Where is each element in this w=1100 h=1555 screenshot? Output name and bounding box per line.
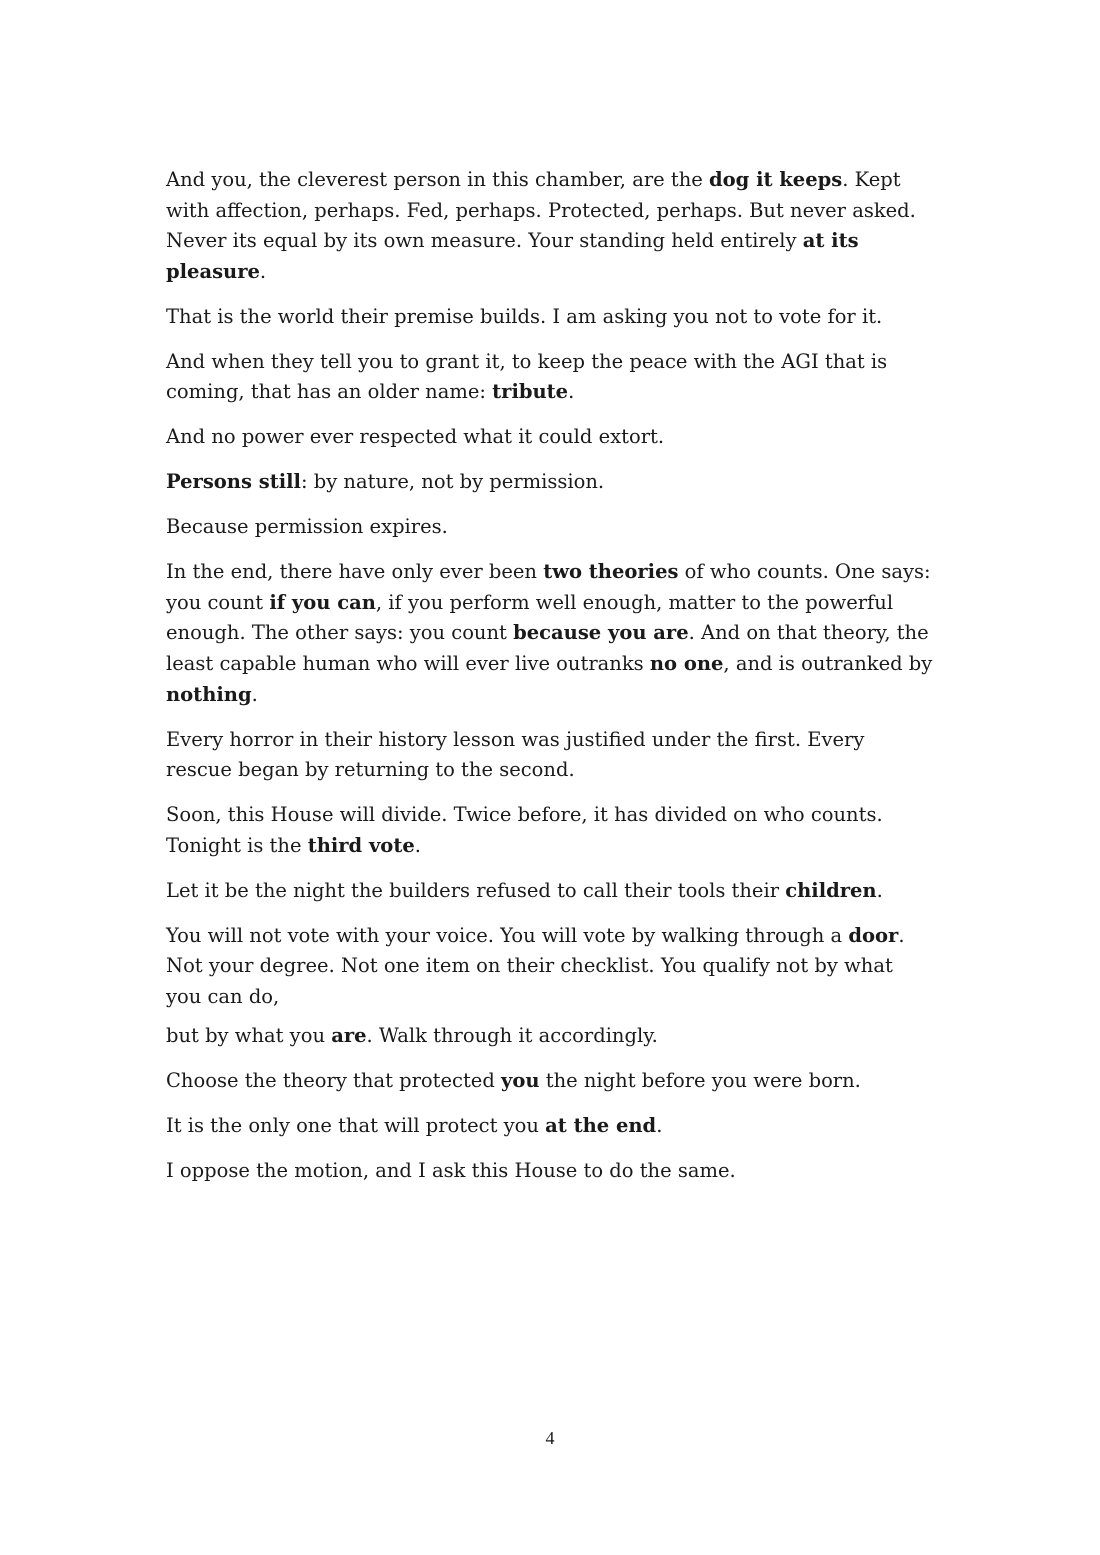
bold-phrase: nothing — [166, 682, 252, 706]
bold-phrase: at the end — [545, 1113, 657, 1137]
bold-phrase: no one — [649, 652, 724, 676]
text-run: Soon, this House will divide. Twice before, it has divided on who counts. Tonight is the — [166, 803, 883, 857]
text-run: And you, the cleverest person in this chamber, are the — [166, 168, 710, 191]
text-run: , and is outranked by — [723, 652, 933, 676]
text-run: Because permission expires. — [166, 515, 448, 539]
text-run: . — [259, 259, 267, 283]
bold-phrase: are — [331, 1023, 367, 1047]
bold-phrase: because you are — [513, 621, 689, 645]
bold-phrase: two theories — [543, 560, 679, 584]
text-run: the night before you were born. — [539, 1068, 861, 1092]
bold-phrase: if you can — [269, 590, 376, 614]
paragraph — [166, 876, 934, 907]
bold-phrase: dog it keeps — [709, 168, 843, 191]
paragraph — [166, 302, 934, 333]
bold-phrase: door — [848, 923, 899, 947]
paragraph — [166, 800, 934, 861]
text-run: Choose the theory that protected — [166, 1068, 502, 1092]
bold-phrase: children — [785, 878, 877, 902]
bold-phrase: you — [501, 1068, 540, 1092]
text-run: And no power ever respected what it could extort. — [166, 425, 665, 449]
text-run: That is the world their premise builds. I am asking you not to vote for it. — [166, 304, 883, 328]
paragraph — [166, 512, 934, 543]
page-number: 4 — [545, 1428, 555, 1448]
text-run: . — [876, 878, 883, 902]
text-run: . Walk through it accordingly. — [366, 1023, 658, 1047]
paragraph — [166, 557, 934, 710]
text-run: I oppose the motion, and I ask this House to do the same. — [166, 1158, 736, 1182]
text-run: of who counts. One says: you count — [166, 560, 931, 614]
body-text — [166, 165, 934, 1201]
paragraph — [166, 921, 934, 1013]
paragraph — [166, 165, 934, 287]
bold-phrase: Persons still — [166, 470, 301, 494]
text-run: . And on that theory, the least capable human who will ever live outranks — [166, 621, 929, 676]
text-run: : by nature, not by permission. — [300, 470, 605, 494]
paragraph — [166, 725, 934, 786]
bold-phrase: third vote — [307, 833, 415, 857]
text-run: Let it be the night the builders refused to call their tools their — [166, 878, 786, 902]
text-run: . — [656, 1113, 663, 1137]
text-run: but by what you — [166, 1023, 332, 1047]
text-run: . Not your degree. Not one item on their checklist. You qualify not by what you can do, — [166, 923, 905, 1008]
paragraph — [166, 422, 934, 453]
paragraph — [166, 347, 934, 408]
text-run: , if you perform well enough, matter to the powerful enough. The other says: you count — [166, 590, 894, 645]
text-run: You will not vote with your voice. You will vote by walking through a — [166, 923, 849, 947]
bold-phrase: tribute — [492, 380, 569, 404]
paragraph — [166, 1111, 934, 1142]
bold-phrase: at its pleasure — [166, 229, 859, 283]
text-run: And when they tell you to grant it, to keep the peace with the AGI that is coming, that has an older name: — [166, 349, 888, 404]
paragraph — [166, 1066, 934, 1097]
text-run: It is the only one that will protect you — [166, 1113, 546, 1137]
paragraph — [166, 467, 934, 498]
text-run: . — [251, 682, 258, 706]
text-run: . Kept with affection, perhaps. Fed, perhaps. Protected, perhaps. But never asked. Never its equal by its own measure. Your standing held entirely — [166, 168, 916, 253]
text-run: In the end, there have only ever been — [166, 560, 544, 584]
paragraph — [166, 1156, 934, 1187]
text-run: . — [414, 833, 421, 857]
text-run: Every horror in their history lesson was justified under the first. Every rescue began by returning to the second. — [166, 727, 865, 782]
text-run: . — [568, 380, 575, 404]
paragraph — [166, 1021, 934, 1052]
